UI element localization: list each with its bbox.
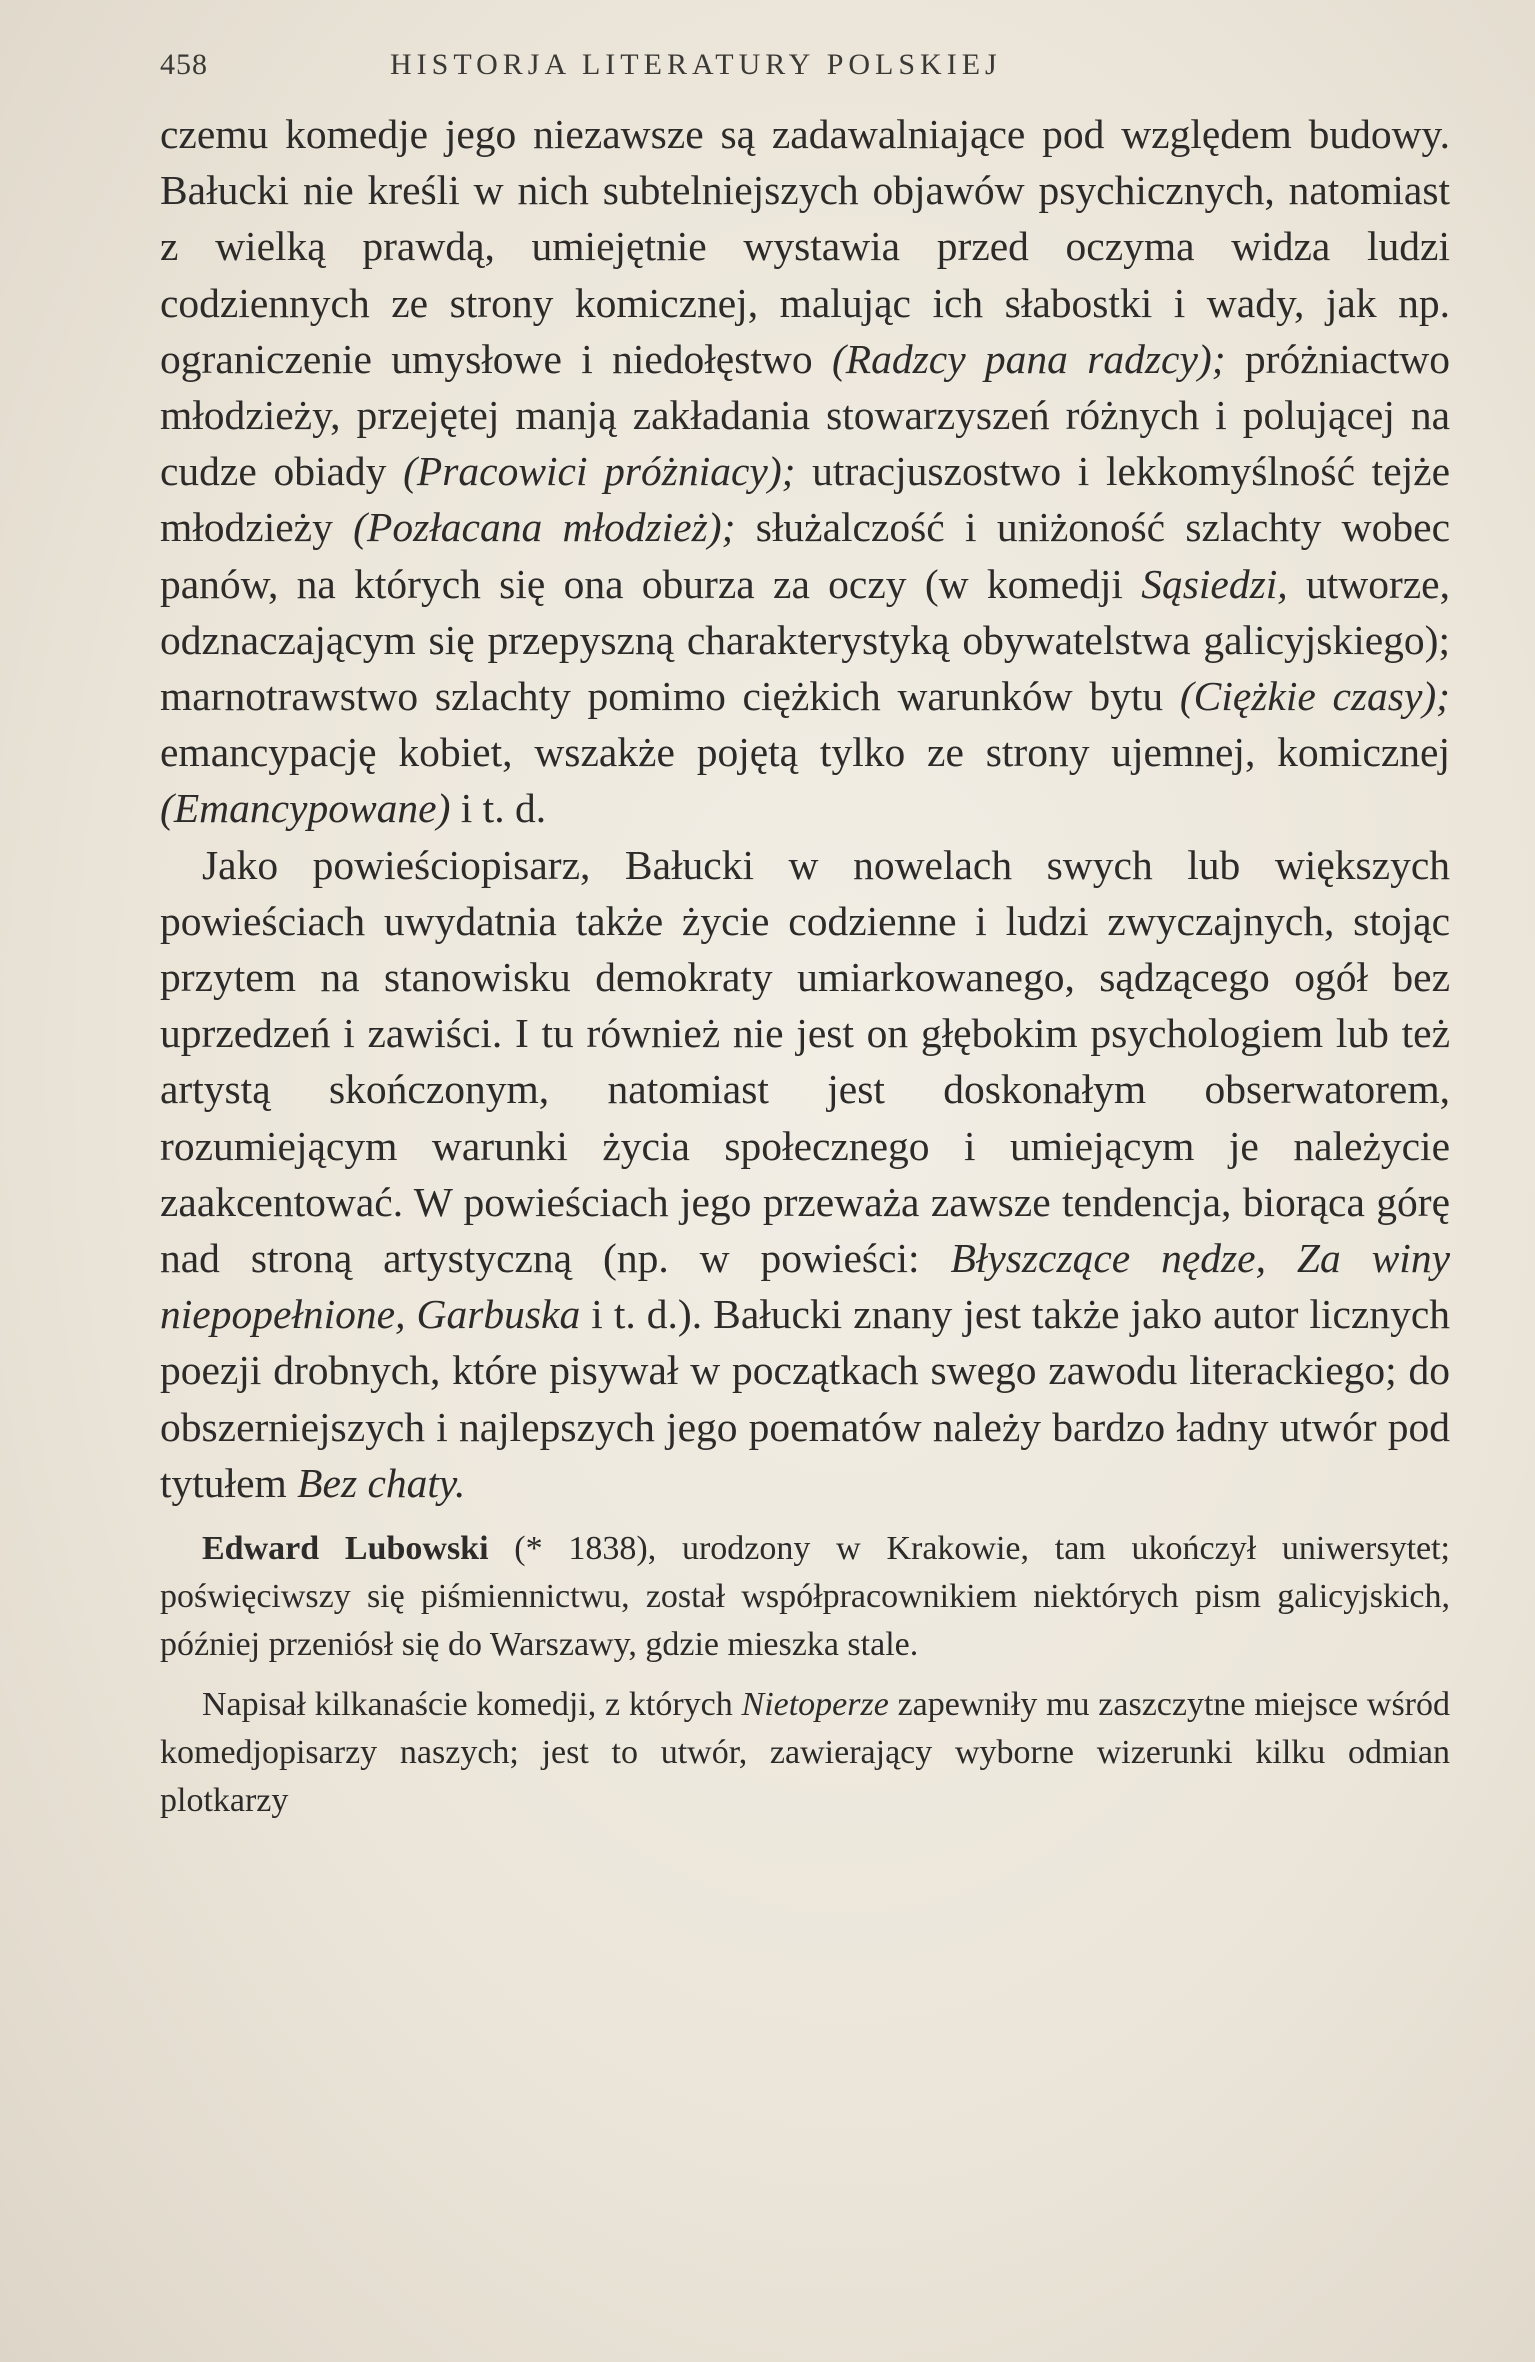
page-number: 458 — [160, 48, 208, 81]
text-run: utworze, odznaczającym się przepyszną charakterystyką obywatelstwa galicyjskiego); marnotrawstwo szlachty pomimo ciężkich warunków bytu — [160, 560, 1450, 720]
author-name: Edward Lubowski — [202, 1530, 489, 1568]
title-nietoperze: Nietoperze — [741, 1686, 889, 1724]
text-run: emancypację kobiet, wszakże pojętą tylko ze strony ujemnej, komicznej — [160, 729, 1450, 776]
paragraph-lubowski — [160, 1525, 1450, 1669]
text-run: i t. d.). Bałucki znany jest także jako autor licznych poezji drobnych, które pisywał w początkach swego zawodu literackiego; do obszerniejszych i najlepszych jego poematów należy bardzo ładny utwór pod tytułem — [160, 1291, 1450, 1506]
text-run: Napisał kilkanaście komedji, z których — [202, 1686, 742, 1724]
text-run: utracjuszostwo i lekkomyślność tejże młodzieży — [160, 448, 1450, 551]
paragraph-novelist — [160, 837, 1450, 1511]
title-emancypowane: (Emancypowane) — [160, 785, 451, 832]
text-run: próżniactwo młodzieży, przejętej manją zakładania stowarzyszeń różnych i polującej na cudze obiady — [160, 335, 1450, 495]
paragraph-comedies — [160, 106, 1450, 837]
running-title: HISTORJA LITERATURY POLSKIEJ — [390, 48, 1002, 81]
book-page — [160, 40, 1450, 1825]
text-run: służalczość i uniżoność szlachty wobec panów, na których się ona oburza za oczy (w komedji — [160, 504, 1450, 607]
title-radzcy: (Radzcy pana radzcy); — [831, 335, 1226, 382]
paragraph-works — [160, 1681, 1450, 1825]
title-pracowici: (Pracowici próżniacy); — [403, 448, 796, 495]
text-run: (* 1838), urodzony w Krakowie, tam ukończył uniwersytet; poświęciwszy się piśmiennictwu, został współpracownikiem niektórych pism galicyjskich, później przeniósł się do Warszawy, gdzie mieszka stale. — [160, 1530, 1450, 1664]
text-run: i t. d. — [450, 785, 547, 832]
text-run: czemu komedje jego niezawsze są zadawalniające pod względem budowy. Bałucki nie kreśli w nich subtelniejszych objawów psychicznych, natomiast z wielką prawdą, umiejętnie wystawia przed oczyma widza ludzi codziennych ze strony komicznej, malując ich słabostki i wady, jak np. ograniczenie umysłowe i niedołęstwo — [160, 111, 1450, 382]
text-run: Jako powieściopisarz, Bałucki w nowelach swych lub większych powieściach uwydatnia także życie codzienne i ludzi zwyczajnych, stojąc przytem na stanowisku demokraty umiarkowanego, sądzącego ogół bez uprzedzeń i zawiści. I tu również nie jest on głębokim psychologiem lub też artystą skończonym, natomiast jest doskonałym obserwatorem, rozumiejącym warunki życia społecznego i umiejącym je należycie zaakcentować. W powieściach jego przeważa zawsze tendencja, biorąca górę nad stroną artystyczną (np. w powieści: — [160, 841, 1450, 1282]
title-bez-chaty: Bez chaty. — [297, 1459, 466, 1506]
title-pozlacana: (Pozłacana młodzież); — [353, 504, 736, 551]
titles-novels: Błyszczące nędze, Za winy niepopełnione, Garbuska — [160, 1235, 1451, 1338]
secondary-text — [160, 1525, 1450, 1825]
running-header — [160, 40, 1450, 90]
text-run: zapewniły mu zaszczytne miejsce wśród komedjopisarzy naszych; jest to utwór, zawierający wyborne wizerunki kilku odmian plotkarzy — [160, 1686, 1450, 1820]
title-ciezkie-czasy: (Ciężkie czasy); — [1179, 673, 1451, 720]
title-sasiedzi: Sąsiedzi, — [1141, 560, 1288, 607]
main-text — [160, 106, 1450, 1511]
